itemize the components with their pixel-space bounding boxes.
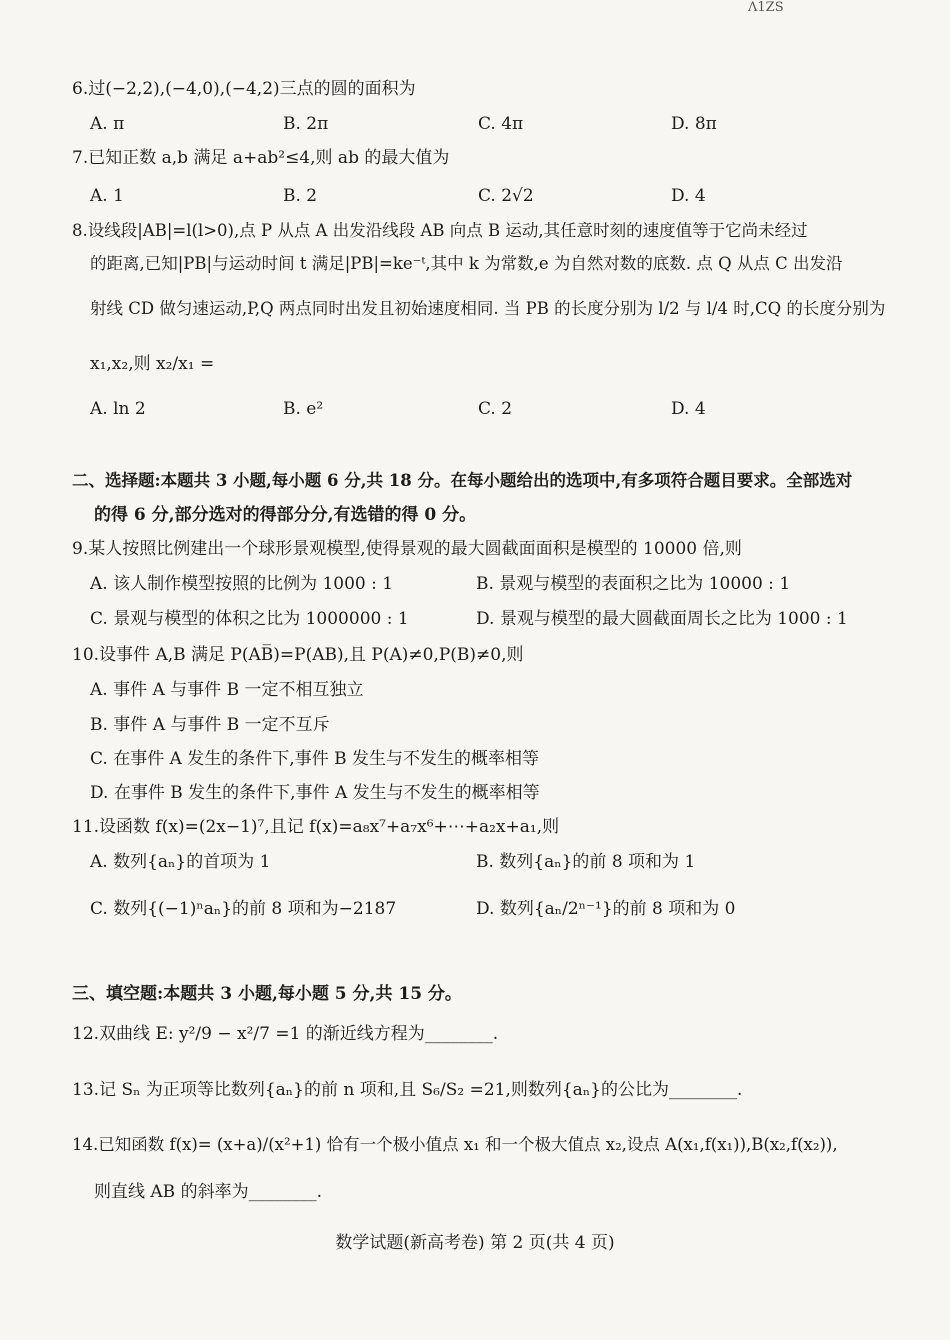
question-9-option-d: D. 景观与模型的最大圆截面周长之比为 1000 : 1 <box>476 609 848 629</box>
question-7-option-a: A. 1 <box>90 186 124 206</box>
question-7-option-d: D. 4 <box>671 186 706 206</box>
question-14-line-1: 14.已知函数 f(x)= (x+a)/(x²+1) 恰有一个极小值点 x₁ 和一个极大值点 x₂,设点 A(x₁,f(x₁)),B(x₂,f(x₂)), <box>72 1135 838 1154</box>
question-12: 12.双曲线 E: y²/9 − x²/7 =1 的渐近线方程为________. <box>72 1024 499 1044</box>
question-8-line-3: 射线 CD 做匀速运动,P,Q 两点同时出发且初始速度相同. 当 PB 的长度分别为 l/2 与 l/4 时,CQ 的长度分别为 <box>90 299 886 318</box>
question-14-line-2: 则直线 AB 的斜率为________. <box>94 1182 322 1202</box>
question-11-option-d: D. 数列{aₙ/2ⁿ⁻¹}的前 8 项和为 0 <box>476 899 736 919</box>
question-8-line-1: 8.设线段|AB|=l(l>0),点 P 从点 A 出发沿线段 AB 向点 B 运动,其任意时刻的速度值等于它尚未经过 <box>72 221 808 240</box>
question-8-option-b: B. e² <box>283 399 324 419</box>
question-6-option-d: D. 8π <box>671 114 717 134</box>
section-3-header: 三、填空题:本题共 3 小题,每小题 5 分,共 15 分。 <box>72 984 462 1004</box>
question-8-option-d: D. 4 <box>671 399 706 419</box>
question-10-option-c: C. 在事件 A 发生的条件下,事件 B 发生与不发生的概率相等 <box>90 749 539 769</box>
question-10-stem: 10.设事件 A,B 满足 P(AB̅)=P(AB),且 P(A)≠0,P(B)≠0,则 <box>72 645 524 665</box>
question-9-option-a: A. 该人制作模型按照的比例为 1000 : 1 <box>90 574 394 594</box>
question-11-stem: 11.设函数 f(x)=(2x−1)⁷,且记 f(x)=a₈x⁷+a₇x⁶+⋯+a₂x+a₁,则 <box>72 817 560 837</box>
question-10-option-d: D. 在事件 B 发生的条件下,事件 A 发生与不发生的概率相等 <box>90 783 540 803</box>
question-10-option-b: B. 事件 A 与事件 B 一定不互斥 <box>90 715 330 735</box>
question-13: 13.记 Sₙ 为正项等比数列{aₙ}的前 n 项和,且 S₆/S₂ =21,则数列{aₙ}的公比为________. <box>72 1080 743 1100</box>
question-9-option-b: B. 景观与模型的表面积之比为 10000 : 1 <box>476 574 791 594</box>
corner-mark: Λ1ZS <box>748 0 784 15</box>
question-7-stem: 7.已知正数 a,b 满足 a+ab²≤4,则 ab 的最大值为 <box>72 148 450 168</box>
question-11-option-b: B. 数列{aₙ}的前 8 项和为 1 <box>476 852 696 872</box>
question-9-stem: 9.某人按照比例建出一个球形景观模型,使得景观的最大圆截面面积是模型的 10000 倍,则 <box>72 539 742 559</box>
question-6-option-b: B. 2π <box>283 114 329 134</box>
question-6-option-c: C. 4π <box>478 114 524 134</box>
question-6-stem: 6.过(−2,2),(−4,0),(−4,2)三点的圆的面积为 <box>72 79 416 99</box>
question-7-option-b: B. 2 <box>283 186 318 206</box>
question-10-option-a: A. 事件 A 与事件 B 一定不相互独立 <box>90 680 364 700</box>
question-11-option-a: A. 数列{aₙ}的首项为 1 <box>90 852 271 872</box>
question-8-option-a: A. ln 2 <box>90 399 146 419</box>
question-6-option-a: A. π <box>90 114 125 134</box>
section-2-header-line-2: 的得 6 分,部分选对的得部分分,有选错的得 0 分。 <box>94 505 477 525</box>
question-8-line-4: x₁,x₂,则 x₂/x₁ = <box>90 354 215 374</box>
question-9-option-c: C. 景观与模型的体积之比为 1000000 : 1 <box>90 609 409 629</box>
section-2-header-line-1: 二、选择题:本题共 3 小题,每小题 6 分,共 18 分。在每小题给出的选项中,有多项符合题目要求。全部选对 <box>72 471 853 490</box>
page-footer: 数学试题(新高考卷) 第 2 页(共 4 页) <box>335 1233 615 1253</box>
question-11-option-c: C. 数列{(−1)ⁿaₙ}的前 8 项和为−2187 <box>90 899 397 919</box>
question-8-line-2: 的距离,已知|PB|与运动时间 t 满足|PB|=ke⁻ᵗ,其中 k 为常数,e 为自然对数的底数. 点 Q 从点 C 出发沿 <box>90 254 843 273</box>
question-8-option-c: C. 2 <box>478 399 513 419</box>
question-7-option-c: C. 2√2 <box>478 186 534 206</box>
